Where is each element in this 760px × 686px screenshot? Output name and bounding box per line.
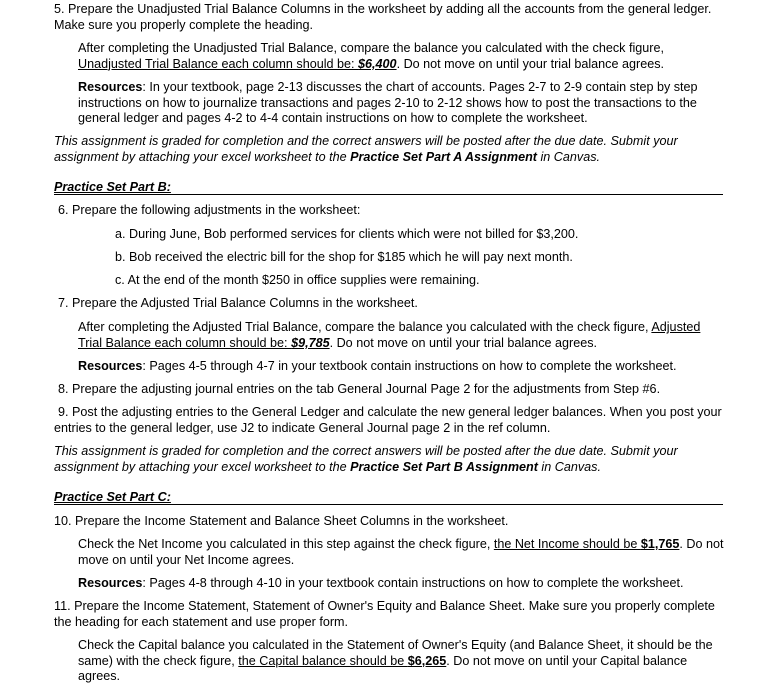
part-c-divider	[54, 504, 723, 505]
assignment-name: Practice Set Part B Assignment	[350, 459, 538, 474]
check-figure-link: Adjusted Trial Balance each column should be:	[78, 320, 701, 350]
adjustment-a: a. During June, Bob performed services for clients which were not billed for $3,200.	[115, 227, 579, 241]
adjustment-b: b. Bob received the electric bill for the shop for $185 which he will pay next month.	[115, 250, 573, 264]
step-9-instruction: 9. Post the adjusting entries to the General Ledger and calculate the new general ledger balances. When you post your entries to the general ledger, use J2 to indicate General Journal page 2 in the ref column.	[54, 405, 722, 435]
step-5-instruction: 5. Prepare the Unadjusted Trial Balance Columns in the worksheet by adding all the accounts from the general ledger. Make sure you properly complete the heading.	[54, 2, 712, 32]
capital-check-figure: Check the Capital balance you calculated in the Statement of Owner's Equity (and Balance Sheet, it should be the same) with the check figure, the Capital balance should be $6,265. Do not move on until your Capital balance agrees.	[78, 638, 713, 684]
assignment-name: Practice Set Part A Assignment	[350, 149, 537, 164]
check-figure-amount: $1,765	[640, 537, 680, 551]
step-8-instruction: 8. Prepare the adjusting journal entries on the tab General Journal Page 2 for the adjustments from Step #6.	[58, 382, 661, 396]
step-6-instruction: 6. Prepare the following adjustments in the worksheet:	[58, 203, 361, 217]
resources-label: Resources	[78, 576, 143, 590]
check-figure-amount: $6,265	[407, 653, 447, 668]
check-figure-link: the Net Income should be	[493, 537, 641, 551]
step-7-resources: Resources: Pages 4-5 through 4-7 in your textbook contain instructions on how to complete the worksheet.	[78, 359, 677, 373]
resources-label: Resources	[78, 359, 143, 373]
step-10-instruction: 10. Prepare the Income Statement and Balance Sheet Columns in the worksheet.	[54, 514, 509, 528]
check-figure-link: the Capital balance should be	[238, 653, 408, 668]
check-figure-amount: $9,785	[291, 335, 330, 350]
part-b-divider	[54, 194, 723, 195]
step-10-check-figure: Check the Net Income you calculated in this step against the check figure, the Net Income should be $1,765. Do not move on until your Net Income agrees.	[78, 537, 724, 567]
part-c-heading: Practice Set Part C:	[54, 490, 171, 504]
step-5-check-figure: After completing the Unadjusted Trial Balance, compare the balance you calculated with the check figure, Unadjusted Trial Balance each column should be: $6,400. Do not move on until your trial balance agrees.	[78, 41, 664, 71]
resources-label: Resources	[78, 80, 143, 94]
step-10-resources: Resources: Pages 4-8 through 4-10 in your textbook contain instructions on how to complete the worksheet.	[78, 576, 684, 590]
adjustment-c: c. At the end of the month $250 in office supplies were remaining.	[115, 273, 480, 287]
step-7-check-figure: After completing the Adjusted Trial Balance, compare the balance you calculated with the check figure, Adjusted Trial Balance each column should be: $9,785. Do not move on until your trial balance agrees.	[78, 320, 701, 350]
step-11-instruction: 11. Prepare the Income Statement, Statement of Owner's Equity and Balance Sheet. Make sure you properly complete the heading for each statement and use proper form.	[54, 599, 715, 629]
step-7-instruction: 7. Prepare the Adjusted Trial Balance Columns in the worksheet.	[58, 296, 418, 310]
step-5-resources: Resources: In your textbook, page 2-13 discusses the chart of accounts. Pages 2-7 to 2-9 contain step by step instructions on how to journalize transactions and pages 2-10 to 2-12 shows how to post the transactions to the general ledger and pages 4-2 to 4-4 contain instructions on how to complete the worksheet.	[78, 80, 698, 126]
part-b-heading: Practice Set Part B:	[54, 180, 171, 194]
part-a-submission-note: This assignment is graded for completion and the correct answers will be posted after the due date. Submit your assignment by attaching your excel worksheet to the Practice Set Part A Assignment in Canvas.	[54, 134, 678, 164]
check-figure-amount: $6,400	[358, 56, 397, 71]
check-figure-link: Unadjusted Trial Balance each column should be:	[78, 56, 359, 71]
part-b-submission-note: This assignment is graded for completion and the correct answers will be posted after the due date. Submit your assignment by attaching your excel worksheet to the Practice Set Part B Assignment in Canvas.	[54, 444, 678, 474]
